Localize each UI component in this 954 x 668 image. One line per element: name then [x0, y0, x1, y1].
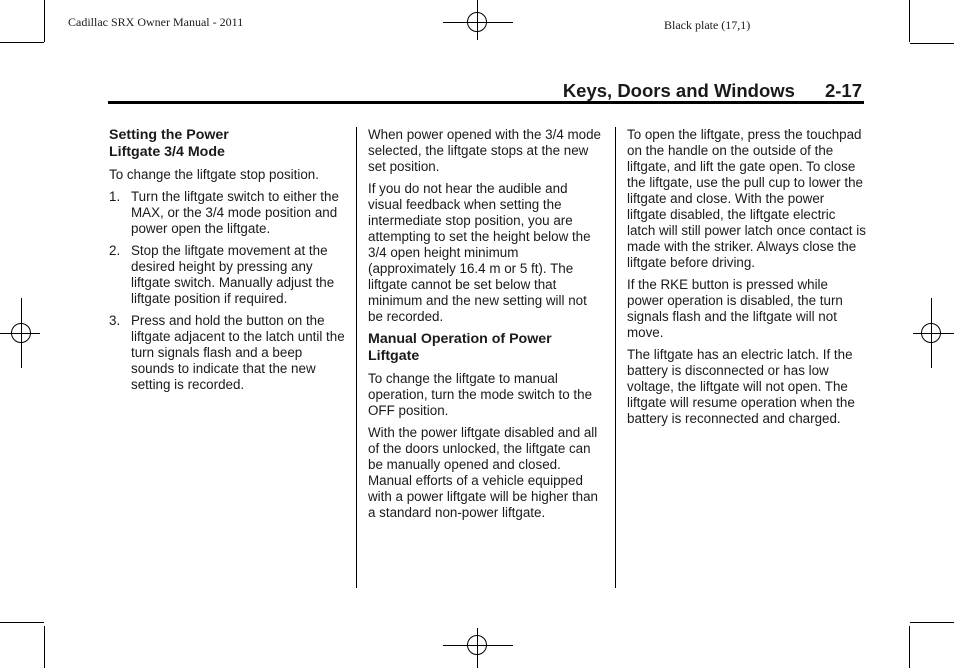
section-heading-liftgate-3-4-mode: [109, 127, 349, 161]
column-divider-2: [615, 127, 616, 588]
crop-mark-top-left-horizontal: [0, 42, 44, 43]
column-1: [109, 127, 349, 399]
crop-mark-bottom-left-vertical: [44, 626, 45, 668]
crop-mark-top-right-horizontal: [910, 43, 954, 44]
document-title: Cadillac SRX Owner Manual - 2011: [68, 15, 244, 29]
paragraph: To open the liftgate, press the touchpad on the handle on the outside of the liftgate, and lift the gate open. To close the liftgate, use the pull cup to lower the liftgate and close. With the power liftgate disabled, the liftgate electric latch will still power latch once contact is made with the striker. Always close the liftgate before driving.: [627, 127, 866, 270]
page-header: [563, 80, 862, 102]
section-heading-manual-operation: Manual Operation of Power Liftgate: [368, 331, 552, 364]
crop-mark-top-right-vertical: [909, 0, 910, 42]
step-number: 2.: [109, 243, 121, 258]
crop-mark-top-left-vertical: [44, 0, 45, 42]
intro-paragraph: To change the liftgate stop position.: [109, 167, 319, 182]
paragraph: The liftgate has an electric latch. If the battery is disconnected or has low voltage, the liftgate will not open. The liftgate will resume operation when the battery is reconnected and charged.: [627, 347, 855, 426]
step-text: Press and hold the button on the liftgate adjacent to the latch until the turn signals flash and a beep sounds to indicate that the new setting is recorded.: [131, 313, 345, 392]
page-number: 2-17: [824, 80, 862, 101]
list-item: [109, 189, 349, 237]
heading-line-1: Setting the Power: [109, 127, 229, 143]
heading-line-2: Liftgate 3/4 Mode: [109, 144, 225, 160]
list-item: [109, 313, 349, 393]
plate-info: Black plate (17,1): [664, 18, 751, 32]
step-number: 3.: [109, 313, 121, 328]
crop-mark-bottom-right-vertical: [909, 626, 910, 668]
paragraph: To change the liftgate to manual operation, turn the mode switch to the OFF position.: [368, 371, 593, 418]
column-divider-1: [356, 127, 357, 588]
crop-mark-bottom-right-horizontal: [910, 622, 954, 623]
paragraph: If the RKE button is pressed while power operation is disabled, the turn signals flash and the liftgate will not move.: [627, 277, 843, 340]
paragraph: When power opened with the 3/4 mode selected, the liftgate stops at the new set position.: [368, 127, 601, 174]
paragraph: With the power liftgate disabled and all of the doors unlocked, the liftgate can be manually opened and closed. Manual efforts of a vehicle equipped with a power liftgate will be higher than a standard non-power liftgate.: [368, 425, 599, 520]
list-item: [109, 243, 349, 307]
steps-list: [109, 189, 349, 393]
crop-mark-bottom-left-horizontal: [0, 622, 44, 623]
column-3: [627, 127, 867, 433]
section-title: Keys, Doors and Windows: [562, 80, 795, 101]
paragraph: If you do not hear the audible and visual feedback when setting the intermediate stop position, you are attempting to set the height below the 3/4 open height minimum (approximately 16.4 m or 5 ft). The liftgate cannot be set below that minimum and the new setting will not be recorded.: [368, 181, 591, 324]
step-text: Turn the liftgate switch to either the MAX, or the 3/4 mode position and power open the liftgate.: [131, 189, 339, 236]
step-text: Stop the liftgate movement at the desired height by pressing any liftgate switch. Manually adjust the liftgate position if required.: [131, 243, 335, 306]
header-rule: [108, 101, 864, 104]
step-number: 1.: [109, 189, 121, 204]
column-2: [368, 127, 604, 527]
